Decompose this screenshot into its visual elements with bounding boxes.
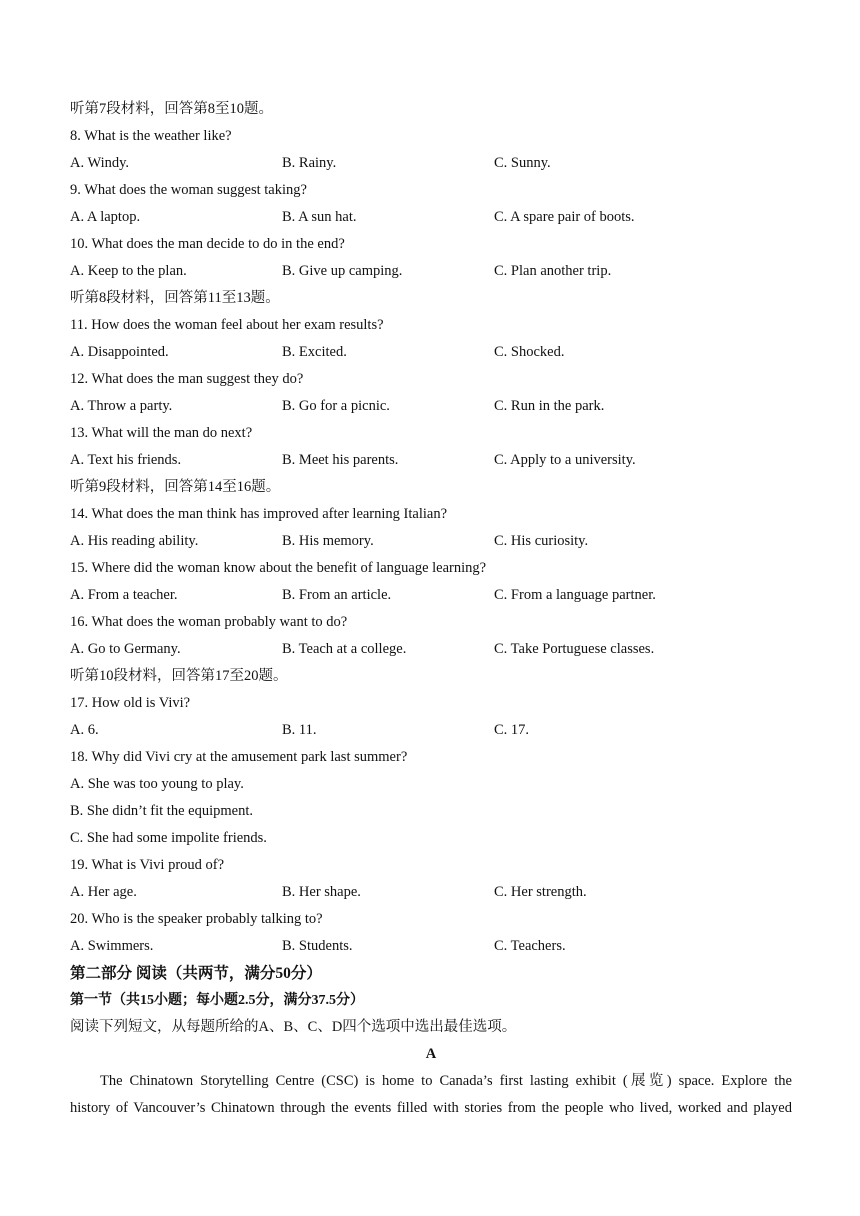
- option-b: B. 11.: [282, 722, 317, 738]
- option-a: A. 6.: [70, 722, 99, 738]
- option-c: C. A spare pair of boots.: [494, 209, 635, 225]
- option-c: C. Plan another trip.: [494, 263, 612, 279]
- answer-options-row: [70, 339, 792, 366]
- option-a: A. Go to Germany.: [70, 641, 181, 657]
- option-c: C. 17.: [494, 722, 530, 738]
- question-text: 16. What does the woman probably want to do?: [70, 614, 348, 630]
- answer-options-row: [70, 717, 792, 744]
- option-c: C. Teachers.: [494, 938, 566, 954]
- option-a: A. Her age.: [70, 884, 137, 900]
- question-text: 10. What does the man decide to do in the end?: [70, 236, 345, 252]
- option-a: A. His reading ability.: [70, 533, 199, 549]
- question-text: 15. Where did the woman know about the benefit of language learning?: [70, 560, 487, 576]
- subsection-title: 第一节（共15小题；每小题2.5分，满分37.5分）: [70, 993, 364, 1008]
- answer-options-row: [70, 879, 792, 906]
- option-a: A. Disappointed.: [70, 344, 169, 360]
- passage-letter: A: [425, 1046, 437, 1062]
- option-c: C. Run in the park.: [494, 398, 605, 414]
- option-a: A. Swimmers.: [70, 938, 154, 954]
- option-c: C. Sunny.: [494, 155, 551, 171]
- answer-options-row: [70, 393, 792, 420]
- option-c: C. From a language partner.: [494, 587, 656, 603]
- option-b: B. Give up camping.: [282, 263, 403, 279]
- option-b: B. Rainy.: [282, 155, 337, 171]
- option-a: A. From a teacher.: [70, 587, 178, 603]
- answer-options-row: [70, 204, 792, 231]
- option-b: B. Go for a picnic.: [282, 398, 390, 414]
- question-text: 19. What is Vivi proud of?: [70, 857, 225, 873]
- question-text: 12. What does the man suggest they do?: [70, 371, 304, 387]
- instruction-heading: 听第10段材料，回答第17至20题。: [70, 668, 288, 684]
- option-b: B. Teach at a college.: [282, 641, 407, 657]
- option-c: C. His curiosity.: [494, 533, 589, 549]
- question-text: 14. What does the man think has improved after learning Italian?: [70, 506, 448, 522]
- question-text: 18. Why did Vivi cry at the amusement park last summer?: [70, 749, 408, 765]
- question-text: A. She was too young to play.: [70, 776, 244, 792]
- answer-options-row: [70, 447, 792, 474]
- question-text: 13. What will the man do next?: [70, 425, 253, 441]
- option-a: A. Keep to the plan.: [70, 263, 187, 279]
- question-text: 20. Who is the speaker probably talking to?: [70, 911, 323, 927]
- option-a: A. Throw a party.: [70, 398, 173, 414]
- answer-options-row: [70, 636, 792, 663]
- question-text: 17. How old is Vivi?: [70, 695, 191, 711]
- passage-paragraph: The Chinatown Storytelling Centre (CSC) is home to Canada’s first lasting exhibit (展览) space. Explore the: [100, 1073, 792, 1089]
- option-b: B. Her shape.: [282, 884, 361, 900]
- option-a: A. Windy.: [70, 155, 130, 171]
- answer-options-row: [70, 582, 792, 609]
- option-a: A. Text his friends.: [70, 452, 182, 468]
- instruction-heading: 听第9段材料，回答第14至16题。: [70, 479, 281, 495]
- option-c: C. Shocked.: [494, 344, 565, 360]
- answer-options-row: [70, 933, 792, 960]
- passage-paragraph-line: history of Vancouver’s Chinatown through the events filled with stories from the people who lived, worked and played: [70, 1100, 792, 1116]
- option-b: B. Meet his parents.: [282, 452, 399, 468]
- answer-options-row: [70, 150, 792, 177]
- question-text: C. She had some impolite friends.: [70, 830, 267, 846]
- document-page: [70, 96, 792, 1122]
- question-text: B. She didn’t fit the equipment.: [70, 803, 253, 819]
- instruction-heading: 听第7段材料，回答第8至10题。: [70, 101, 273, 117]
- option-b: B. His memory.: [282, 533, 374, 549]
- answer-options-row: [70, 258, 792, 285]
- question-text: 8. What is the weather like?: [70, 128, 232, 144]
- option-b: B. A sun hat.: [282, 209, 357, 225]
- instruction-heading: 阅读下列短文，从每题所给的A、B、C、D四个选项中选出最佳选项。: [70, 1019, 517, 1035]
- question-text: 11. How does the woman feel about her exam results?: [70, 317, 384, 333]
- instruction-heading: 听第8段材料，回答第11至13题。: [70, 290, 280, 306]
- option-b: B. Excited.: [282, 344, 347, 360]
- option-c: C. Apply to a university.: [494, 452, 636, 468]
- option-b: B. Students.: [282, 938, 353, 954]
- option-c: C. Take Portuguese classes.: [494, 641, 655, 657]
- option-c: C. Her strength.: [494, 884, 587, 900]
- answer-options-row: [70, 528, 792, 555]
- option-a: A. A laptop.: [70, 209, 141, 225]
- question-text: 9. What does the woman suggest taking?: [70, 182, 307, 198]
- section-title: 第二部分 阅读（共两节，满分50分）: [70, 965, 322, 982]
- option-b: B. From an article.: [282, 587, 392, 603]
